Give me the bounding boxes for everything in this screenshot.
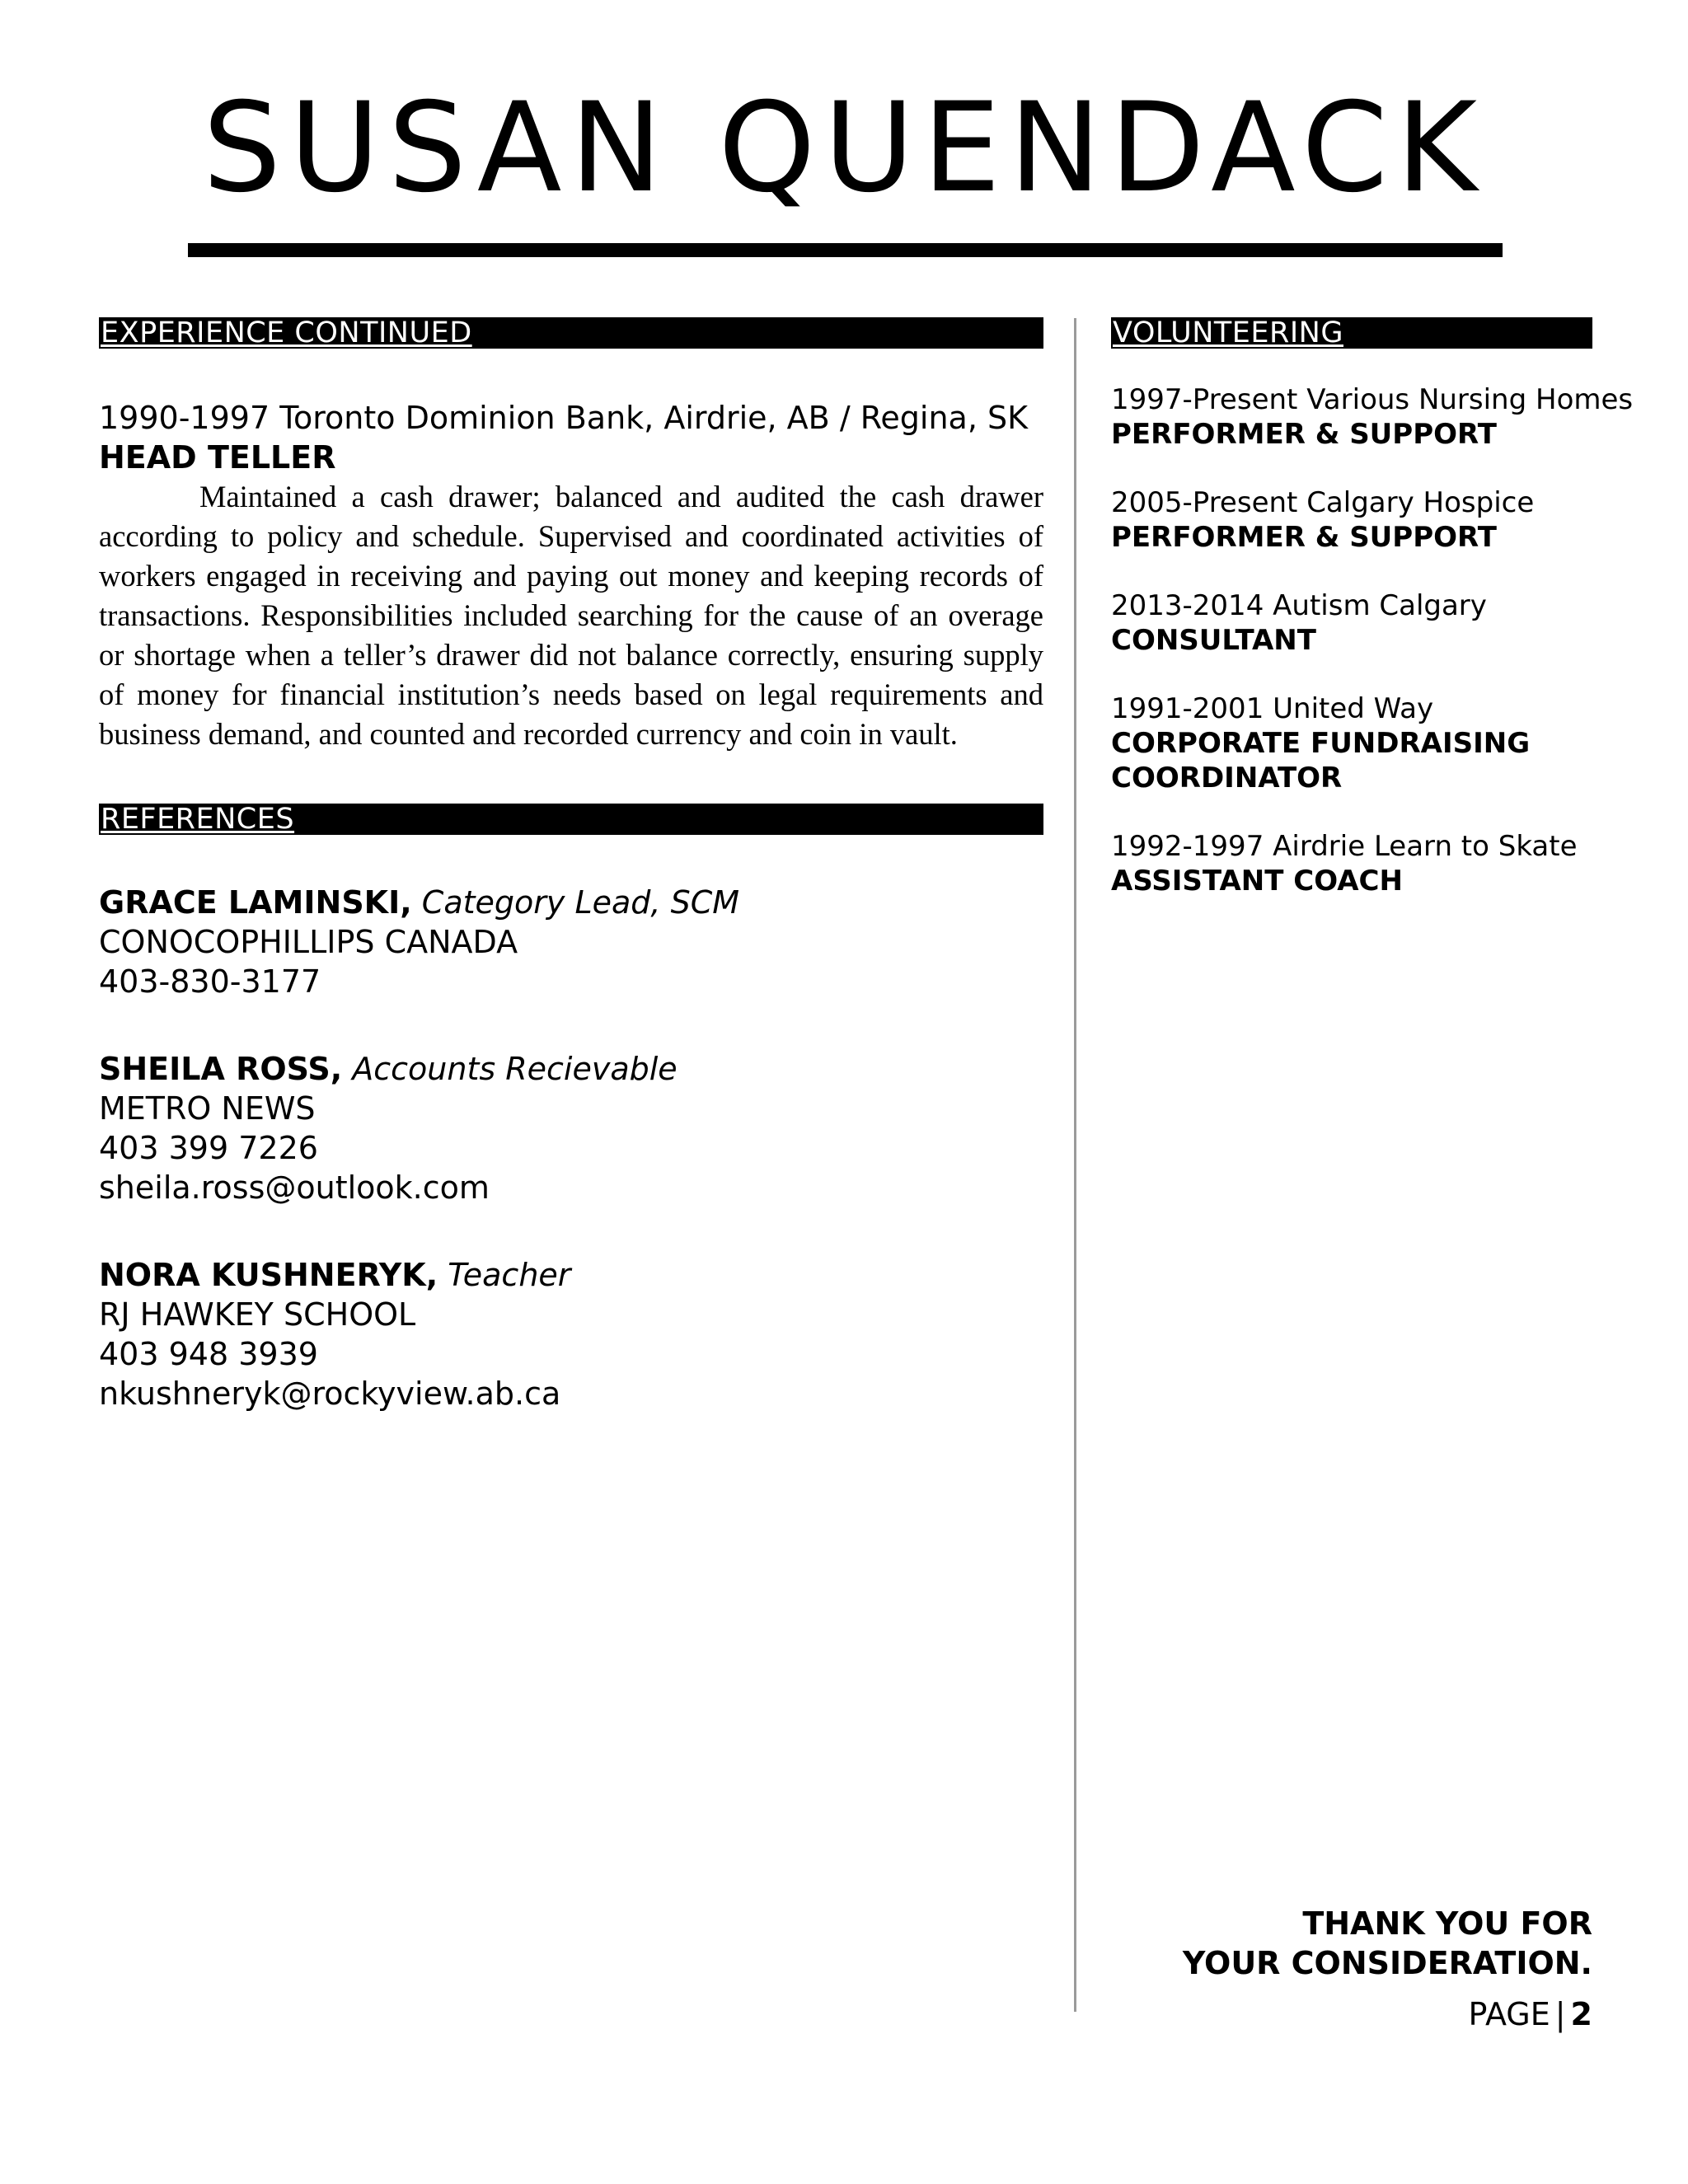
volunteer-org: Autism Calgary	[1273, 589, 1487, 622]
page-number-value: 2	[1570, 1996, 1592, 2032]
reference-item	[99, 883, 1043, 1001]
volunteer-item	[1111, 829, 1592, 898]
left-column	[99, 317, 1043, 1413]
volunteer-role: PERFORMER & SUPPORT	[1111, 521, 1497, 554]
experience-heading: EXPERIENCE CONTINUED	[99, 317, 1043, 349]
volunteer-item	[1111, 691, 1592, 795]
closing-line-2: YOUR CONSIDERATION.	[1182, 1945, 1592, 1981]
volunteer-years: 1992-1997	[1111, 830, 1264, 863]
column-divider	[1074, 318, 1076, 2012]
reference-company: METRO NEWS	[99, 1090, 316, 1127]
reference-company: CONOCOPHILLIPS CANADA	[99, 924, 518, 960]
reference-name: GRACE LAMINSKI,	[99, 884, 412, 921]
job-title: HEAD TELLER	[99, 439, 336, 476]
closing-line-1: THANK YOU FOR	[1302, 1905, 1592, 1942]
reference-name: NORA KUSHNERYK,	[99, 1257, 438, 1293]
volunteer-org: Airdrie Learn to Skate	[1273, 830, 1578, 863]
reference-company: RJ HAWKEY SCHOOL	[99, 1296, 416, 1333]
reference-item	[99, 1255, 1043, 1413]
references-heading: REFERENCES	[99, 804, 1043, 835]
job-header	[99, 398, 1043, 438]
closing-message	[1015, 1904, 1592, 1983]
volunteer-role: ASSISTANT COACH	[1111, 865, 1403, 898]
job-employer: Toronto Dominion Bank, Airdrie, AB / Regina, SK	[279, 400, 1029, 436]
reference-phone: 403 948 3939	[99, 1336, 318, 1372]
volunteer-years: 2005-Present	[1111, 486, 1298, 519]
volunteering-heading: VOLUNTEERING	[1111, 317, 1592, 349]
header-rule	[188, 243, 1503, 257]
reference-role: Teacher	[448, 1257, 571, 1293]
reference-item	[99, 1049, 1043, 1207]
volunteer-item	[1111, 485, 1592, 555]
volunteer-item	[1111, 588, 1592, 658]
volunteer-role: CONSULTANT	[1111, 624, 1316, 657]
volunteer-org: United Way	[1273, 692, 1434, 725]
right-column	[1111, 317, 1634, 898]
page-number	[1263, 1994, 1592, 2034]
volunteer-role: CORPORATE FUNDRAISING COORDINATOR	[1111, 727, 1531, 794]
volunteer-item	[1111, 382, 1634, 452]
reference-name: SHEILA ROSS,	[99, 1051, 343, 1087]
reference-role: Category Lead, SCM	[421, 884, 740, 921]
page-label: PAGE	[1468, 1996, 1550, 2032]
reference-email: nkushneryk@rockyview.ab.ca	[99, 1376, 561, 1412]
volunteer-years: 1997-Present	[1111, 383, 1298, 416]
candidate-name: SUSAN QUENDACK	[202, 77, 1486, 220]
volunteer-years: 2013-2014	[1111, 589, 1264, 622]
reference-email: sheila.ross@outlook.com	[99, 1169, 490, 1206]
job-years: 1990-1997	[99, 400, 270, 436]
volunteer-role: PERFORMER & SUPPORT	[1111, 418, 1497, 451]
volunteer-org: Calgary Hospice	[1306, 486, 1535, 519]
volunteer-years: 1991-2001	[1111, 692, 1264, 725]
reference-phone: 403-830-3177	[99, 963, 321, 1000]
reference-phone: 403 399 7226	[99, 1130, 318, 1166]
job-description: Maintained a cash drawer; balanced and audited the cash drawer according to policy and schedule. Supervised and coordinated activities of workers engaged in receiving and paying out money and keeping records of transactions. Responsibilities included searching for the cause of an overage or shortage when a teller’s drawer did not balance correctly, ensuring supply of money for financial institution’s needs based on legal requirements and business demand, and counted and recorded currency and coin in vault.	[99, 480, 1043, 751]
volunteer-org: Various Nursing Homes	[1306, 383, 1634, 416]
page-separator: |	[1554, 1996, 1566, 2032]
reference-role: Accounts Recievable	[352, 1051, 678, 1087]
